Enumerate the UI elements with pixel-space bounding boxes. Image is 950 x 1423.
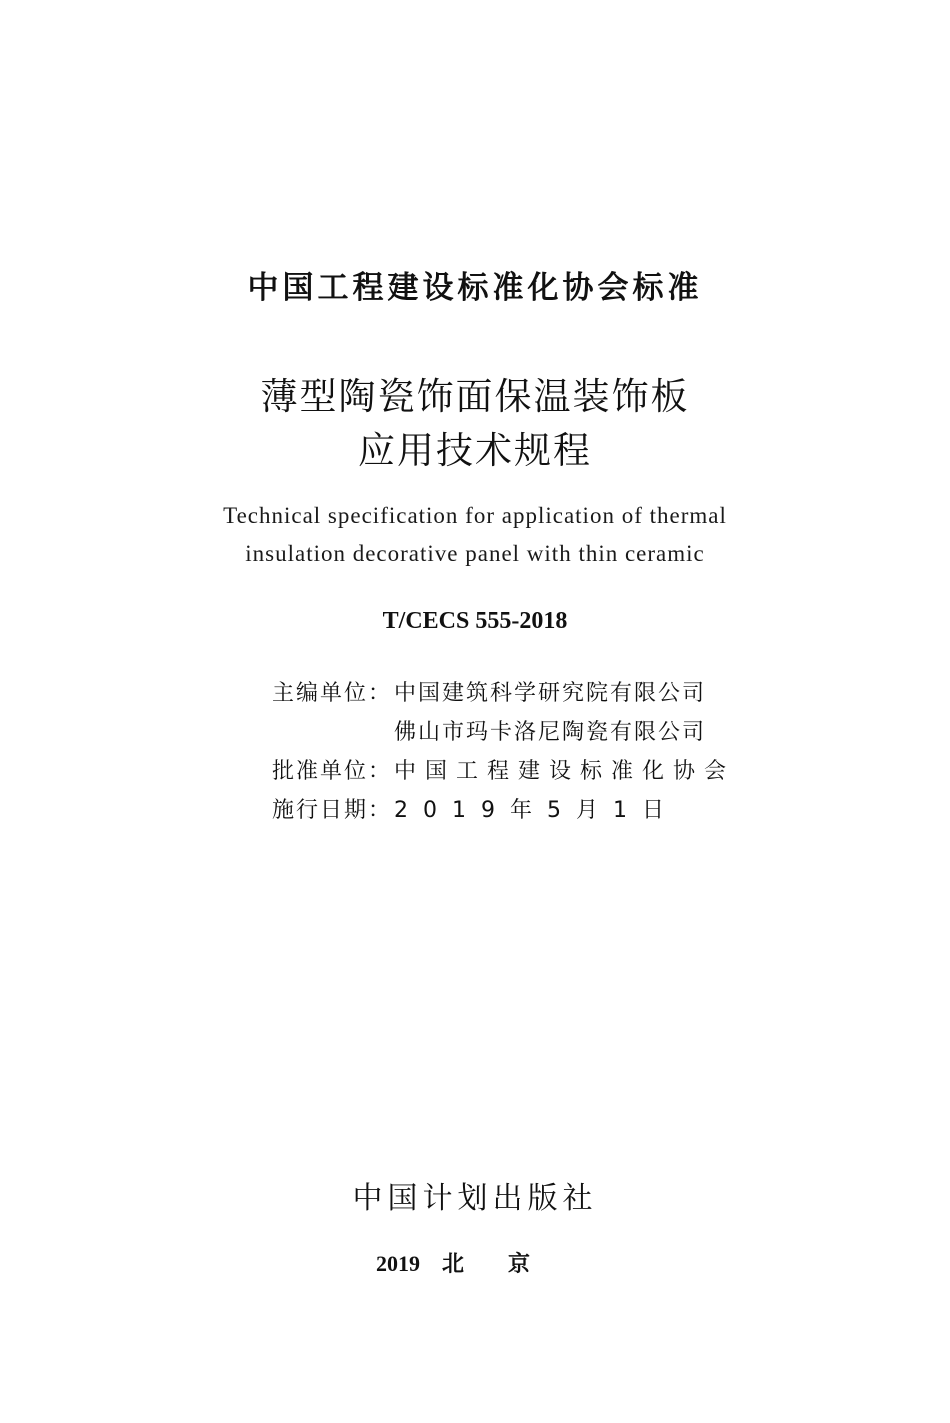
publication-year: 2019 — [375, 1251, 420, 1276]
effective-date-row — [272, 793, 732, 824]
approved-by-label: 批准单位： — [272, 759, 393, 784]
chief-editor-org-1: 中国建筑科学研究院有限公司 — [394, 681, 707, 706]
standard-code: T/CECS 555-2018 — [382, 608, 568, 634]
document-title-line2: 应用技术规程 — [358, 429, 592, 472]
effective-date-label: 施行日期： — [272, 798, 393, 823]
chief-editor-label: 主编单位： — [272, 681, 393, 706]
publisher-name: 中国计划出版社 — [352, 1181, 598, 1216]
effective-date-value: 2019年5月1日 — [394, 798, 679, 823]
english-title-line2: insulation decorative panel with thin ceramic — [245, 541, 705, 566]
english-title-line1: Technical specification for application of thermal — [223, 503, 727, 528]
chief-editor-row-2 — [394, 715, 854, 746]
association-standard-heading: 中国工程建设标准化协会标准 — [247, 270, 703, 306]
publication-place — [0, 1247, 950, 1278]
chief-editor-row — [272, 676, 732, 707]
approved-by-org: 中国工程建设标准化协会 — [394, 759, 736, 784]
document-title-line1: 薄型陶瓷饰面保温装饰板 — [260, 375, 690, 418]
chief-editor-org-2: 佛山市玛卡洛尼陶瓷有限公司 — [394, 720, 707, 745]
approved-by-row — [272, 754, 736, 785]
publication-city: 北京 — [441, 1251, 574, 1276]
